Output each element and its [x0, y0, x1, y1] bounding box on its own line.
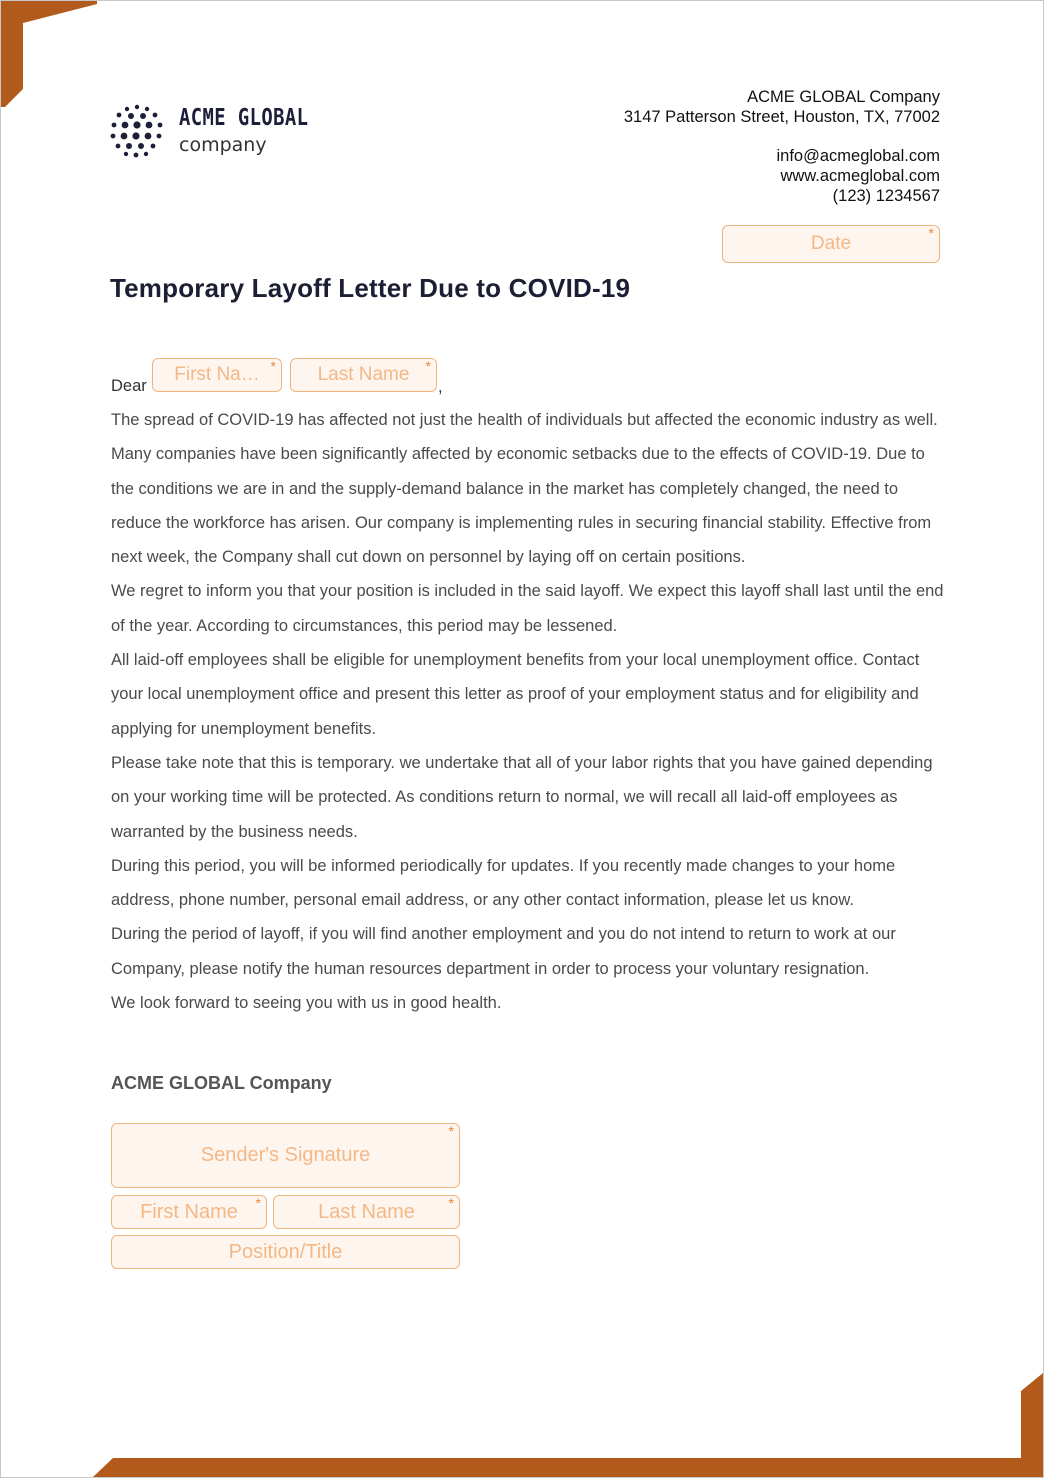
sender-last-name-placeholder: Last Name — [318, 1201, 415, 1223]
closing-company-name: ACME GLOBAL Company — [111, 1073, 332, 1093]
company-contact-block — [624, 87, 940, 206]
recipient-last-name-field[interactable] — [290, 358, 437, 392]
company-address: 3147 Patterson Street, Houston, TX, 77002 — [623, 108, 940, 126]
body-paragraph: The spread of COVID-19 has affected not just the health of individuals but affected the economic industry as well. Many companies have been significantly affected by economic setbacks due to the effects of COVID-19. Due to the conditions we are in and the supply-demand balance in the market has completely changed, the need to reduce the workforce has arisen. Our company is implementing rules in securing financial stability. Effective from next week, the Company shall cut down on personnel by laying off on certain positions. — [111, 411, 938, 567]
company-email: info@acmeglobal.com — [776, 147, 940, 165]
recipient-first-name-placeholder: First Na… — [174, 364, 260, 385]
corner-decoration-bottom-right — [93, 1373, 1043, 1477]
position-title-placeholder: Position/Title — [228, 1241, 343, 1263]
sender-first-name-placeholder: First Name — [140, 1201, 238, 1223]
corner-decoration-top-left — [1, 1, 101, 111]
required-marker: * — [425, 358, 431, 374]
required-marker: * — [448, 1195, 454, 1211]
date-field-placeholder: Date — [810, 233, 852, 254]
required-marker: * — [255, 1195, 261, 1211]
body-paragraph: During this period, you will be informed periodically for updates. If you recently made changes to your home address, phone number, personal email address, or any other contact information, please let us know. — [111, 856, 896, 910]
signature-field[interactable] — [111, 1123, 460, 1188]
salutation-comma: , — [438, 378, 443, 396]
company-phone: (123) 1234567 — [832, 187, 940, 205]
required-marker: * — [448, 1123, 454, 1139]
company-website: www.acmeglobal.com — [780, 167, 940, 185]
letter-body — [111, 403, 951, 1020]
required-marker: * — [928, 225, 934, 241]
body-paragraph: During the period of layoff, if you will find another employment and you do not intend to return to work at our Company, please notify the human resources department in order to process your voluntary resignation. — [111, 925, 896, 978]
body-paragraph: All laid-off employees shall be eligible for unemployment benefits from your local unemployment office. Contact your local unemployment office and present this letter as proof of your employment status and for eligibility and applying for unemployment benefits. — [111, 651, 920, 738]
sender-last-name-field[interactable] — [273, 1195, 460, 1229]
logo-name: ACME GLOBAL — [179, 105, 309, 131]
logo-subtitle: company — [179, 134, 267, 156]
body-paragraph: We look forward to seeing you with us in good health. — [111, 994, 502, 1013]
body-paragraph: We regret to inform you that your position is included in the said layoff. We expect this layoff shall last until the end of the year. According to circumstances, this period may be lessened. — [111, 582, 944, 635]
signature-placeholder: Sender's Signature — [200, 1144, 371, 1166]
company-name: ACME GLOBAL Company — [747, 88, 940, 106]
body-paragraph: Please take note that this is temporary. we undertake that all of your labor rights that you have gained depending on your working time will be protected. As conditions return to normal, we will recall all laid-off employees as warranted by the business needs. — [111, 753, 933, 841]
letter-title: Temporary Layoff Letter Due to COVID-19 — [110, 273, 631, 303]
salutation: Dear — [111, 377, 147, 395]
position-title-field[interactable] — [111, 1235, 460, 1269]
sender-first-name-field[interactable] — [111, 1195, 267, 1229]
required-marker: * — [270, 358, 276, 374]
recipient-last-name-placeholder: Last Name — [317, 364, 410, 385]
globe-dots-icon — [109, 103, 165, 159]
recipient-first-name-field[interactable] — [152, 358, 282, 392]
company-logo — [109, 103, 337, 159]
date-field[interactable] — [722, 225, 940, 263]
